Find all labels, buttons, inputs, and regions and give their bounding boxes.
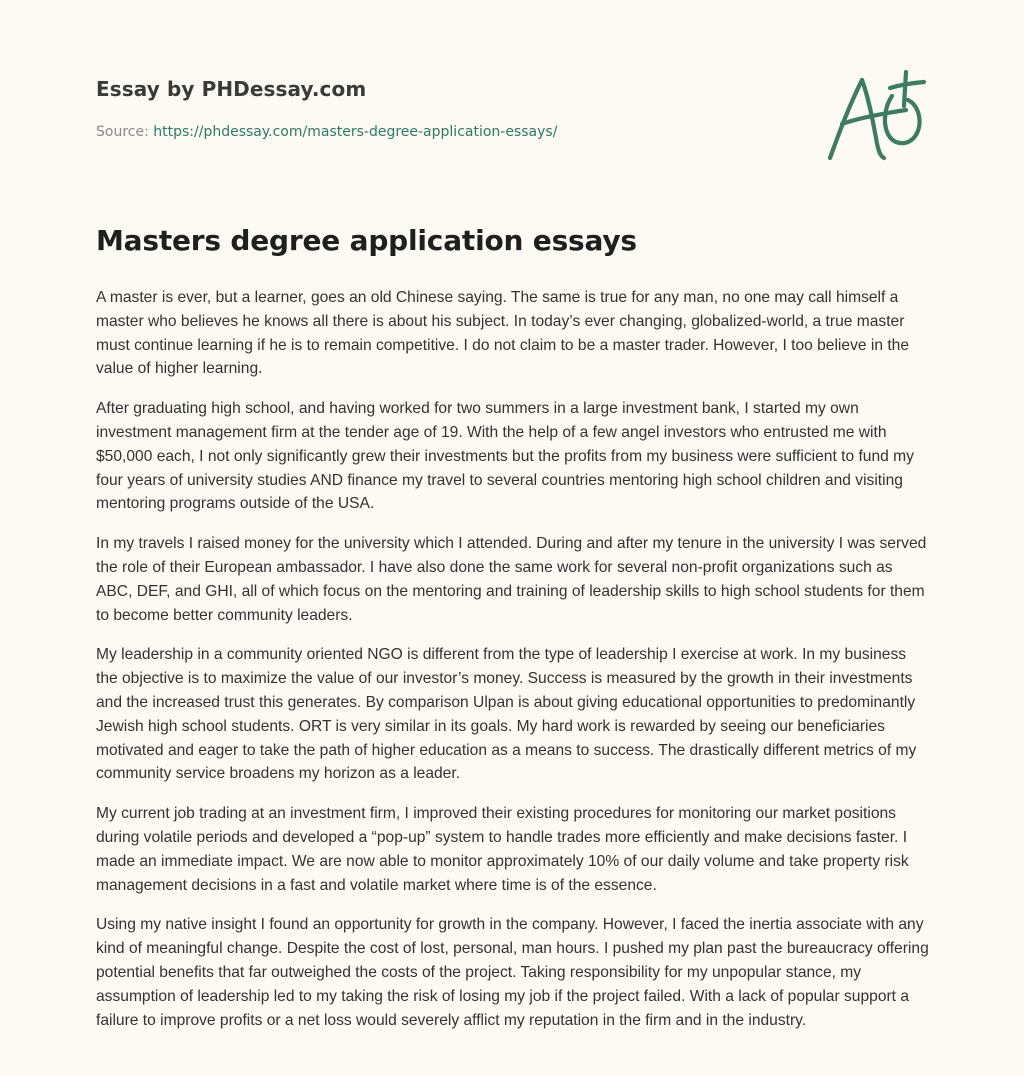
paragraph: My leadership in a community oriented NGO is different from the type of leadership I exercise at work. In my business the objective is to maximize the value of our investor’s money. Success is measured by the growth in their investments and the increased trust this generates. By comparison Ulpan is about giving educational opportunities to predominantly Jewish high school students. ORT is very similar in its goals. My hard work is rewarded by seeing our beneficiaries motivated and eager to take the path of higher education as a means to success. The drastically different metrics of my community service broadens my horizon as a leader. xyxy=(96,646,917,783)
paragraph: After graduating high school, and having worked for two summers in a large investment bank, I started my own investment management firm at the tender age of 19. With the help of a few angel investors who entrusted me with $50,000 each, I not only significantly grew their investments but the profits from my business were sufficient to fund my four years of university studies AND finance my travel to several countries mentoring high school children and visiting mentoring programs outside of the USA. xyxy=(96,400,914,513)
paragraph: A master is ever, but a learner, goes an old Chinese saying. The same is true for any man, no one may call himself a master who believes he knows all there is about his subject. In today’s ever changing, globalized-world, a true master must continue learning if he is to remain competitive. I do not claim to be a master trader. However, I too believe in the value of higher learning. xyxy=(96,289,910,378)
source-line xyxy=(96,124,557,140)
essay-title: Masters degree application essays xyxy=(96,224,637,257)
paragraph: Using my native insight I found an opportunity for growth in the company. However, I faced the inertia associate with any kind of meaningful change. Despite the cost of lost, personal, man hours. I pushed my plan past the bureaucracy offering potential benefits that far outweighed the costs of the project. Taking responsibility for my unpopular stance, my assumption of leadership led to my taking the risk of losing my job if the project failed. With a lack of popular support a failure to improve profits or a net loss would severely afflict my reputation in the firm and in the industry. xyxy=(96,916,929,1029)
a-plus-logo-icon xyxy=(824,66,928,166)
source-link[interactable]: https://phdessay.com/masters-degree-application-essays/ xyxy=(153,124,558,140)
paragraph: In my travels I raised money for the university which I attended. During and after my tenure in the university I was served the role of their European ambassador. I have also done the same work for several non-profit organizations such as ABC, DEF, and GHI, all of which focus on the mentoring and training of leadership skills to high school students for them to become better community leaders. xyxy=(96,535,927,624)
paragraph: My current job trading at an investment firm, I improved their existing procedures for monitoring our market positions during volatile periods and developed a “pop-up” system to handle trades more efficiently and make decisions faster. I made an immediate impact. We are now able to monitor approximately 10% of our daily volume and take property risk management decisions in a fast and volatile market where time is of the essence. xyxy=(96,805,909,894)
site-brand: Essay by PHDessay.com xyxy=(96,77,367,101)
source-label: Source: xyxy=(96,124,149,140)
essay-body xyxy=(96,286,930,1048)
